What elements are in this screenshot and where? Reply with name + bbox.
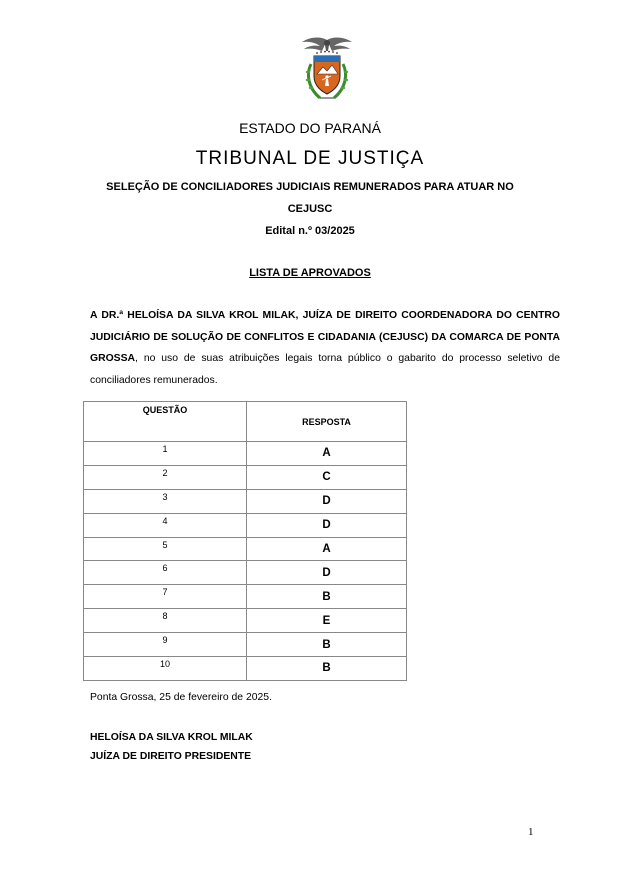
table-row bbox=[84, 633, 407, 657]
table-row bbox=[84, 513, 407, 537]
place-date: Ponta Grossa, 25 de fevereiro de 2025. bbox=[90, 692, 272, 703]
question-number: 9 bbox=[84, 633, 247, 657]
edital-number: Edital n.º 03/2025 bbox=[265, 225, 355, 237]
answer-letter: D bbox=[247, 513, 407, 537]
court-heading: TRIBUNAL DE JUSTIÇA bbox=[195, 148, 425, 169]
table-row bbox=[84, 561, 407, 585]
table-row bbox=[84, 489, 407, 513]
answer-letter: B bbox=[247, 633, 407, 657]
signer-title: JUÍZA DE DIREITO PRESIDENTE bbox=[90, 751, 252, 762]
table-row bbox=[84, 442, 407, 466]
answer-letter: D bbox=[247, 561, 407, 585]
answer-letter: A bbox=[247, 442, 407, 466]
question-column-header: QUESTÃO bbox=[84, 402, 247, 442]
answer-letter: B bbox=[247, 585, 407, 609]
signer-name: HELOÍSA DA SILVA KROL MILAK bbox=[90, 732, 253, 743]
table-row bbox=[84, 585, 407, 609]
intro-paragraph-bold: A DR.ª HELOÍSA DA SILVA KROL MILAK, JUÍZA DE DIREITO COORDENADORA DO CENTRO JUDICIÁRIO DE SOLUÇÃO DE CONFLITOS E CIDADANIA (CEJUSC) DA COMARCA DE PONTA GROSSA bbox=[90, 310, 560, 364]
question-number: 4 bbox=[84, 513, 247, 537]
intro-paragraph-text: , no uso de suas atribuições legais torna público o gabarito do processo seletivo de conciliadores remunerados. bbox=[90, 353, 560, 386]
question-number: 2 bbox=[84, 465, 247, 489]
answer-letter: B bbox=[247, 657, 407, 681]
question-number: 1 bbox=[84, 442, 247, 466]
table-row bbox=[84, 465, 407, 489]
answer-column-header: RESPOSTA bbox=[247, 402, 407, 442]
list-title: LISTA DE APROVADOS bbox=[249, 267, 371, 279]
selection-title-line1: SELEÇÃO DE CONCILIADORES JUDICIAIS REMUNERADOS PARA ATUAR NO bbox=[106, 181, 514, 193]
answer-letter: E bbox=[247, 609, 407, 633]
intro-paragraph bbox=[90, 305, 560, 391]
question-number: 6 bbox=[84, 561, 247, 585]
answer-key-table bbox=[83, 401, 407, 681]
state-heading: ESTADO DO PARANÁ bbox=[239, 120, 381, 136]
question-number: 10 bbox=[84, 657, 247, 681]
table-row bbox=[84, 537, 407, 561]
answer-letter: D bbox=[247, 489, 407, 513]
page-number: 1 bbox=[528, 826, 534, 838]
question-number: 3 bbox=[84, 489, 247, 513]
table-row bbox=[84, 657, 407, 681]
answer-letter: A bbox=[247, 537, 407, 561]
question-number: 7 bbox=[84, 585, 247, 609]
answer-letter: C bbox=[247, 465, 407, 489]
selection-title-line2: CEJUSC bbox=[287, 203, 333, 215]
table-header-row bbox=[84, 402, 407, 442]
question-number: 5 bbox=[84, 537, 247, 561]
parana-coat-of-arms-icon bbox=[298, 34, 356, 104]
table-row bbox=[84, 609, 407, 633]
question-number: 8 bbox=[84, 609, 247, 633]
